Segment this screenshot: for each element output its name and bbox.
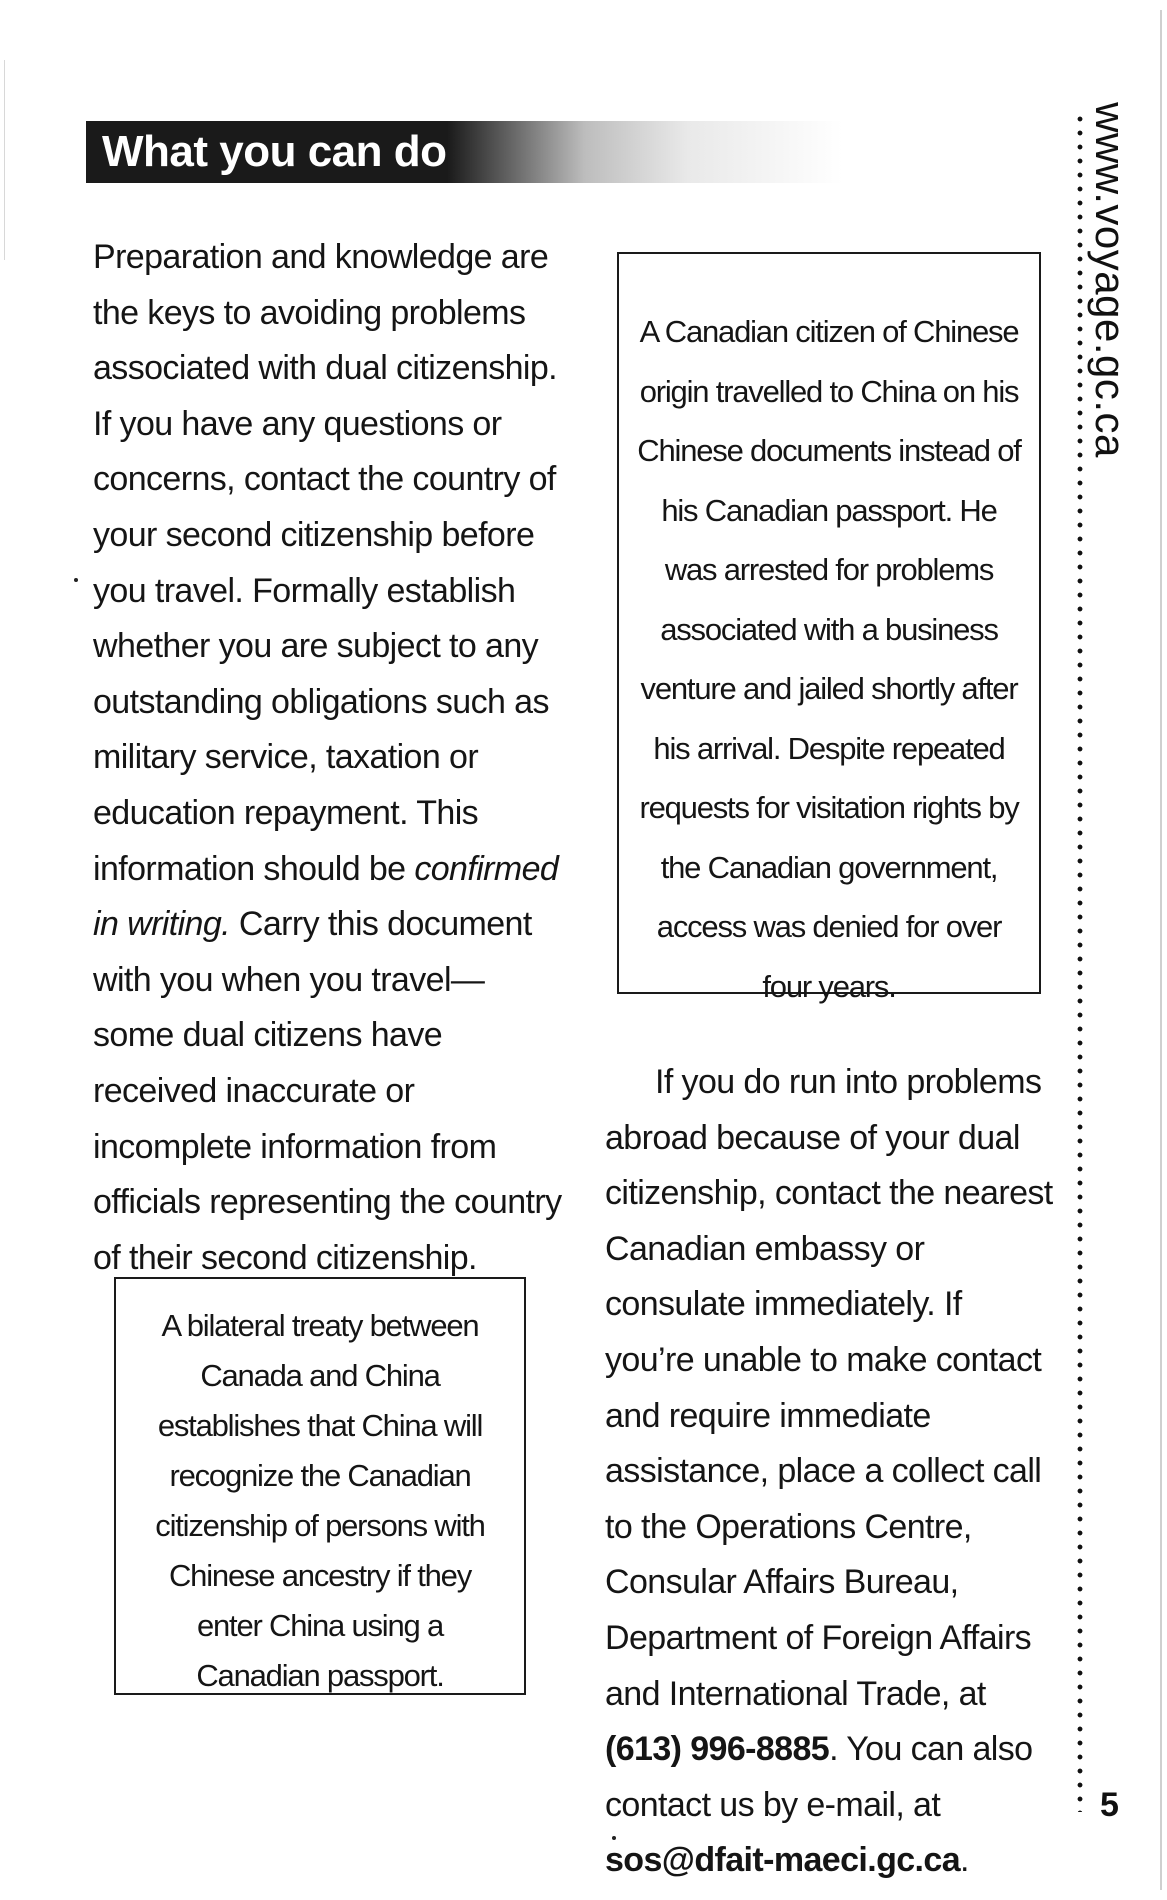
page-edge-line	[4, 60, 5, 260]
print-speck	[74, 578, 78, 582]
paragraph-text: .	[960, 1841, 969, 1880]
page-number: 5	[1100, 1786, 1119, 1824]
print-speck	[612, 1836, 616, 1840]
paragraph-text: Preparation and knowledge are the keys to avoiding problems associated with dual citizenship. If you have any questions or concerns, contact the country of your second citizenship before you travel. Formally establish whether you are subject to any outstanding obligations such as military service, taxation or education repayment. This information should be	[93, 238, 558, 888]
email-address[interactable]: sos@dfait-maeci.gc.ca	[605, 1841, 961, 1880]
page-edge-line	[1160, 10, 1162, 1890]
paragraph-text: . You can also contact us by e-mail, at	[605, 1730, 1033, 1824]
callout-text: A bilateral treaty between Canada and China establishes that China will recognize the Canadian citizenship of persons with Chinese ancestry if they enter China using a Canadian passport.	[155, 1308, 485, 1693]
right-column	[605, 1055, 1055, 1889]
dotted-divider	[1077, 112, 1083, 1812]
section-title: What you can do	[102, 127, 447, 176]
phone-number: (613) 996-8885	[605, 1730, 830, 1769]
left-column	[93, 230, 563, 1286]
intro-paragraph	[93, 230, 563, 1286]
callout-text: A Canadian citizen of Chinese origin travelled to China on his Chinese documents instead of his Canadian passport. He was arrested for problems associated with a business venture and jailed shortly after his arrival. Despite repeated requests for visitation rights by the Canadian government, access was denied for over four years.	[637, 314, 1021, 1004]
contact-paragraph	[605, 1055, 1055, 1889]
callout-box-case-study	[617, 252, 1041, 1004]
callout-box-treaty	[114, 1277, 526, 1695]
paragraph-text: Carry this document with you when you travel—some dual citizens have received inaccurate or incomplete information from officials representing the country of their second citizenship.	[93, 905, 562, 1277]
website-url[interactable]: www.voyage.gc.ca	[1087, 102, 1134, 458]
emphasis-text: confirmed in writing.	[93, 849, 559, 944]
paragraph-text: If you do run into problems abroad because of your dual citizenship, contact the nearest Canadian embassy or consulate immediately. If you’re unable to make contact and require immediate assistance, place a collect call to the Operations Centre, Consular Affairs Bureau, Department of Foreign Affairs and International Trade, at	[605, 1063, 1053, 1713]
